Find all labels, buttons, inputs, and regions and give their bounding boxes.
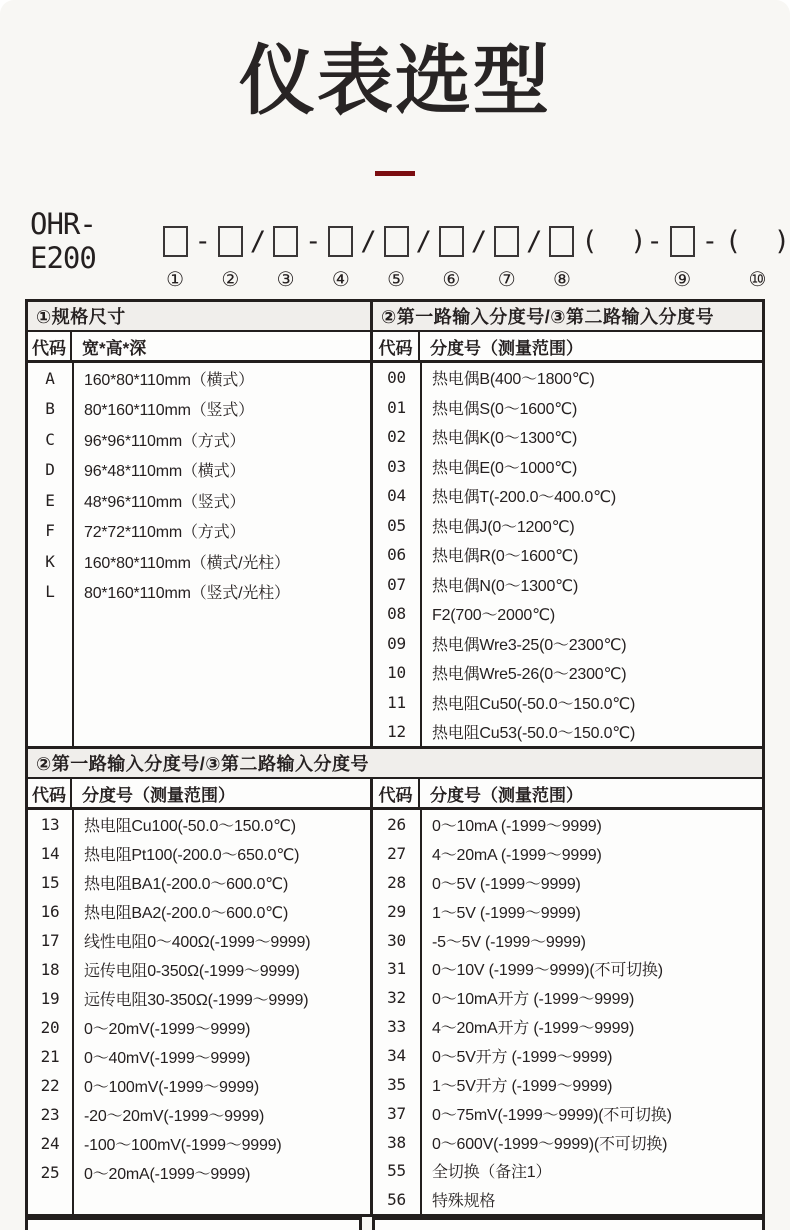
table-row bbox=[28, 1042, 370, 1071]
row-desc: 96*48*110mm（横式） bbox=[84, 463, 246, 481]
table-row bbox=[28, 868, 370, 897]
row-desc: 4～20mA开方 (-1999～9999) bbox=[432, 1020, 635, 1038]
separator-glyph: / bbox=[360, 225, 377, 257]
column-header-code: 代码 bbox=[373, 332, 420, 360]
row-code: 56 bbox=[387, 1190, 406, 1210]
row-desc: 4～20mA (-1999～9999) bbox=[432, 846, 602, 864]
table-row bbox=[28, 1129, 370, 1158]
row-desc: 热电阻Cu53(-50.0～150.0℃) bbox=[432, 725, 636, 743]
table-row bbox=[28, 363, 370, 394]
table-row bbox=[373, 1012, 762, 1041]
row-code: 55 bbox=[387, 1161, 406, 1181]
separator-glyph: - bbox=[194, 225, 211, 257]
row-code: 23 bbox=[40, 1105, 60, 1125]
model-separator bbox=[360, 224, 376, 291]
table-row bbox=[28, 1013, 370, 1042]
row-desc: -5～5V (-1999～9999) bbox=[432, 933, 586, 951]
circled-number: ⑧ bbox=[552, 267, 571, 292]
row-desc: 远传电阻30-350Ω(-1999～9999) bbox=[84, 992, 309, 1010]
separator-glyph: / bbox=[470, 225, 488, 257]
row-code: 31 bbox=[387, 959, 406, 979]
circled-number: ③ bbox=[276, 267, 295, 292]
row-code: 20 bbox=[40, 1018, 60, 1038]
model-box bbox=[384, 226, 409, 257]
row-code: F bbox=[45, 521, 55, 541]
row-code: 08 bbox=[387, 604, 406, 624]
row-desc: 0～100mV(-1999～9999) bbox=[84, 1079, 259, 1097]
row-desc: 热电偶E(0～1000℃) bbox=[432, 459, 578, 477]
row-code: E bbox=[45, 490, 55, 510]
separator-glyph: ( ) bbox=[724, 225, 790, 257]
row-desc: 0～10mA (-1999～9999) bbox=[432, 818, 602, 836]
row-desc: 热电偶B(400～1800℃) bbox=[432, 371, 595, 389]
table-row bbox=[373, 687, 762, 716]
table-row bbox=[28, 394, 370, 425]
model-box-slot bbox=[384, 224, 409, 291]
column-header-code: 代码 bbox=[373, 779, 420, 807]
table-row bbox=[373, 1157, 762, 1186]
row-code: 34 bbox=[387, 1045, 406, 1065]
table-row bbox=[373, 452, 762, 481]
model-separator bbox=[581, 224, 662, 291]
spec-size-table bbox=[28, 302, 373, 746]
table-row bbox=[373, 1185, 762, 1214]
model-box bbox=[670, 226, 695, 257]
table-row bbox=[373, 897, 762, 926]
table-row bbox=[28, 1100, 370, 1129]
row-code: 27 bbox=[387, 843, 406, 863]
model-separator bbox=[725, 224, 790, 291]
model-box-slot bbox=[218, 224, 243, 291]
row-code: 13 bbox=[40, 815, 60, 835]
table-row bbox=[373, 926, 762, 955]
model-box bbox=[549, 226, 574, 257]
row-desc: 0～10V (-1999～9999)(不可切换) bbox=[432, 962, 663, 980]
model-separator bbox=[195, 224, 211, 291]
table-row bbox=[28, 897, 370, 926]
row-desc: 80*160*110mm（竖式/光柱） bbox=[84, 585, 290, 603]
model-box bbox=[273, 226, 298, 257]
row-desc: 96*96*110mm（方式） bbox=[84, 432, 246, 450]
row-desc: 热电偶K(0～1300℃) bbox=[432, 430, 578, 448]
table-row bbox=[28, 1158, 370, 1187]
separator-glyph: - bbox=[701, 225, 718, 257]
row-code: 16 bbox=[40, 902, 60, 922]
row-desc: -20～20mV(-1999～9999) bbox=[84, 1108, 265, 1126]
input-graduation-subheader-2-left bbox=[28, 779, 370, 810]
separator-glyph: - bbox=[305, 225, 322, 257]
input-graduation-rows-2-left bbox=[28, 810, 370, 1214]
row-desc: 热电阻Cu100(-50.0～150.0℃) bbox=[84, 818, 296, 836]
table-row bbox=[373, 481, 762, 510]
row-desc: 热电偶R(0～1600℃) bbox=[432, 548, 579, 566]
row-desc: 0～5V开方 (-1999～9999) bbox=[432, 1048, 613, 1066]
row-desc: 0～5V (-1999～9999) bbox=[432, 875, 581, 893]
next-section-partial bbox=[25, 1217, 765, 1230]
circled-number: ④ bbox=[331, 267, 350, 292]
row-code: L bbox=[45, 582, 55, 602]
table-row bbox=[28, 577, 370, 608]
column-header-range: 分度号（测量范围） bbox=[82, 785, 235, 805]
row-desc: 0～20mA(-1999～9999) bbox=[84, 1166, 251, 1184]
row-code: 06 bbox=[387, 545, 406, 565]
circled-number: ⑨ bbox=[673, 267, 692, 292]
table-row bbox=[373, 628, 762, 657]
column-header-code: 代码 bbox=[28, 332, 72, 360]
table-row bbox=[28, 1071, 370, 1100]
table-row bbox=[28, 516, 370, 547]
table-row bbox=[373, 1070, 762, 1099]
row-desc: 特殊规格 bbox=[432, 1193, 496, 1211]
row-desc: 热电阻Pt100(-200.0～650.0℃) bbox=[84, 847, 300, 865]
table-row bbox=[28, 424, 370, 455]
model-box bbox=[494, 226, 519, 257]
input-graduation-rows-1 bbox=[373, 363, 762, 746]
row-desc: -100～100mV(-1999～9999) bbox=[84, 1137, 282, 1155]
row-code: 33 bbox=[387, 1017, 406, 1037]
model-separator bbox=[305, 224, 321, 291]
table-row bbox=[28, 955, 370, 984]
table-row bbox=[373, 1041, 762, 1070]
separator-glyph: / bbox=[415, 225, 432, 257]
table-row bbox=[373, 810, 762, 839]
table-row bbox=[373, 393, 762, 422]
row-desc: 热电偶T(-200.0～400.0℃) bbox=[432, 489, 617, 507]
table-row bbox=[28, 926, 370, 955]
table-row bbox=[28, 546, 370, 577]
circled-number: ② bbox=[221, 267, 240, 292]
row-code: 30 bbox=[387, 930, 406, 950]
section-spec-and-input-table bbox=[25, 299, 765, 749]
row-desc: F2(700～2000℃) bbox=[432, 607, 555, 625]
model-box-slot bbox=[439, 224, 464, 291]
row-code: 24 bbox=[40, 1134, 60, 1154]
row-desc: 线性电阻0～400Ω(-1999～9999) bbox=[84, 934, 311, 952]
table-row bbox=[28, 984, 370, 1013]
input-graduation-table-1 bbox=[373, 302, 762, 746]
table-row bbox=[373, 983, 762, 1012]
column-header-range: 分度号（测量范围） bbox=[430, 785, 583, 805]
row-code: 21 bbox=[40, 1047, 60, 1067]
row-code: 02 bbox=[387, 427, 406, 447]
row-desc: 热电偶Wre3-25(0～2300℃) bbox=[432, 636, 627, 654]
row-code: 19 bbox=[40, 989, 60, 1009]
row-code: 09 bbox=[387, 633, 406, 653]
input-graduation-title-1: ②第一路输入分度号/③第二路输入分度号 bbox=[373, 302, 762, 332]
input-graduation-subheader-1 bbox=[373, 332, 762, 363]
row-code: 03 bbox=[387, 456, 406, 476]
row-desc: 160*80*110mm（横式/光柱） bbox=[84, 554, 290, 572]
next-table-right-stub bbox=[372, 1217, 765, 1230]
input-graduation-table-2-right bbox=[373, 779, 762, 1214]
model-box bbox=[218, 226, 243, 257]
model-box-slot bbox=[549, 224, 574, 291]
circled-number: ⑥ bbox=[442, 267, 461, 292]
model-prefix: OHR-E200 bbox=[30, 207, 96, 276]
spec-size-subheader bbox=[28, 332, 370, 363]
circled-number: ⑦ bbox=[497, 267, 516, 292]
model-separator bbox=[471, 224, 487, 291]
table-row bbox=[373, 1099, 762, 1128]
model-box bbox=[163, 226, 188, 257]
row-desc: 热电偶N(0～1300℃) bbox=[432, 577, 579, 595]
row-code: 12 bbox=[387, 722, 406, 742]
row-code: 25 bbox=[40, 1163, 60, 1183]
model-box-slot bbox=[273, 224, 298, 291]
row-code: 35 bbox=[387, 1074, 406, 1094]
row-code: 07 bbox=[387, 574, 406, 594]
row-code: 05 bbox=[387, 515, 406, 535]
table-row bbox=[373, 540, 762, 569]
row-desc: 72*72*110mm（方式） bbox=[84, 524, 246, 542]
row-code: 14 bbox=[40, 844, 60, 864]
table-row bbox=[373, 599, 762, 628]
separator-glyph: / bbox=[526, 225, 543, 257]
circled-number: ① bbox=[166, 267, 185, 292]
table-row bbox=[373, 569, 762, 598]
row-desc: 0～75mV(-1999～9999)(不可切换) bbox=[432, 1106, 672, 1124]
input-graduation-subheader-2-right bbox=[373, 779, 762, 810]
row-code: C bbox=[45, 429, 55, 449]
row-code: 11 bbox=[387, 692, 406, 712]
table-row bbox=[373, 658, 762, 687]
row-code: D bbox=[45, 460, 55, 480]
model-separator bbox=[702, 224, 718, 291]
input-graduation-rows-2-right bbox=[373, 810, 762, 1214]
table-row bbox=[28, 810, 370, 839]
circled-number: ⑩ bbox=[748, 267, 767, 292]
separator-glyph: ( )- bbox=[581, 225, 663, 257]
row-desc: 0～20mV(-1999～9999) bbox=[84, 1021, 251, 1039]
row-code: 38 bbox=[387, 1132, 406, 1152]
page-title: 仪表选型 bbox=[239, 39, 551, 124]
input-graduation-table-2-left bbox=[28, 779, 373, 1214]
accent-dash bbox=[375, 171, 415, 176]
row-desc: 热电阻BA2(-200.0～600.0℃) bbox=[84, 905, 289, 923]
table-row bbox=[373, 717, 762, 746]
row-code: 01 bbox=[387, 397, 406, 417]
table-row bbox=[28, 455, 370, 486]
row-code: 17 bbox=[40, 931, 60, 951]
model-prefix-slot bbox=[30, 207, 156, 291]
table-row bbox=[28, 839, 370, 868]
row-desc: 远传电阻0-350Ω(-1999～9999) bbox=[84, 963, 300, 981]
row-desc: 0～600V(-1999～9999)(不可切换) bbox=[432, 1135, 668, 1153]
model-separator bbox=[416, 224, 432, 291]
row-code: A bbox=[45, 368, 55, 388]
row-desc: 1～5V (-1999～9999) bbox=[432, 904, 581, 922]
column-header-code: 代码 bbox=[28, 779, 72, 807]
row-code: 18 bbox=[40, 960, 60, 980]
row-desc: 1～5V开方 (-1999～9999) bbox=[432, 1077, 613, 1095]
input-graduation-body-2 bbox=[28, 779, 762, 1214]
column-header-dimensions: 宽*高*深 bbox=[82, 338, 147, 358]
table-row bbox=[373, 511, 762, 540]
row-code: 10 bbox=[387, 663, 406, 683]
model-box bbox=[439, 226, 464, 257]
table-row bbox=[373, 839, 762, 868]
row-desc: 全切换（备注1） bbox=[432, 1164, 552, 1182]
row-code: 22 bbox=[40, 1076, 60, 1096]
table-row bbox=[373, 363, 762, 392]
row-desc: 0～40mV(-1999～9999) bbox=[84, 1050, 251, 1068]
separator-glyph: / bbox=[249, 225, 267, 257]
row-code: 00 bbox=[387, 368, 406, 388]
row-code: 15 bbox=[40, 873, 60, 893]
row-desc: 80*160*110mm（竖式） bbox=[84, 402, 254, 420]
row-code: 04 bbox=[387, 486, 406, 506]
spec-size-rows bbox=[28, 363, 370, 746]
model-box-slot bbox=[163, 224, 188, 291]
table-row bbox=[373, 954, 762, 983]
row-code: B bbox=[45, 399, 55, 419]
model-box bbox=[328, 226, 353, 257]
row-desc: 热电偶S(0～1600℃) bbox=[432, 400, 578, 418]
row-desc: 热电偶Wre5-26(0～2300℃) bbox=[432, 666, 627, 684]
table-row bbox=[373, 422, 762, 451]
row-desc: 热电阻Cu50(-50.0～150.0℃) bbox=[432, 695, 636, 713]
model-separator bbox=[250, 224, 266, 291]
spec-size-title: ①规格尺寸 bbox=[28, 302, 370, 332]
row-code: 29 bbox=[387, 901, 406, 921]
row-code: 26 bbox=[387, 815, 406, 835]
row-desc: 热电阻BA1(-200.0～600.0℃) bbox=[84, 876, 289, 894]
model-separator bbox=[526, 224, 542, 291]
row-desc: 热电偶J(0～1200℃) bbox=[432, 518, 575, 536]
row-code: 37 bbox=[387, 1103, 406, 1123]
model-box-slot bbox=[328, 224, 353, 291]
section-input-table-2 bbox=[25, 749, 765, 1217]
table-row bbox=[373, 1128, 762, 1157]
input-graduation-title-2: ②第一路输入分度号/③第二路输入分度号 bbox=[28, 749, 762, 779]
next-table-left-stub bbox=[25, 1217, 362, 1230]
circled-number: ⑤ bbox=[387, 267, 406, 292]
row-code: 32 bbox=[387, 988, 406, 1008]
column-header-range: 分度号（测量范围） bbox=[430, 338, 583, 358]
row-desc: 0～10mA开方 (-1999～9999) bbox=[432, 991, 635, 1009]
table-row bbox=[373, 868, 762, 897]
row-code: K bbox=[45, 551, 55, 571]
row-code: 28 bbox=[387, 872, 406, 892]
model-box-slot bbox=[494, 224, 519, 291]
model-code-line bbox=[30, 207, 790, 292]
row-desc: 48*96*110mm（竖式） bbox=[84, 493, 246, 511]
table-row bbox=[28, 485, 370, 516]
row-desc: 160*80*110mm（横式） bbox=[84, 371, 254, 389]
model-box-slot bbox=[670, 224, 695, 291]
